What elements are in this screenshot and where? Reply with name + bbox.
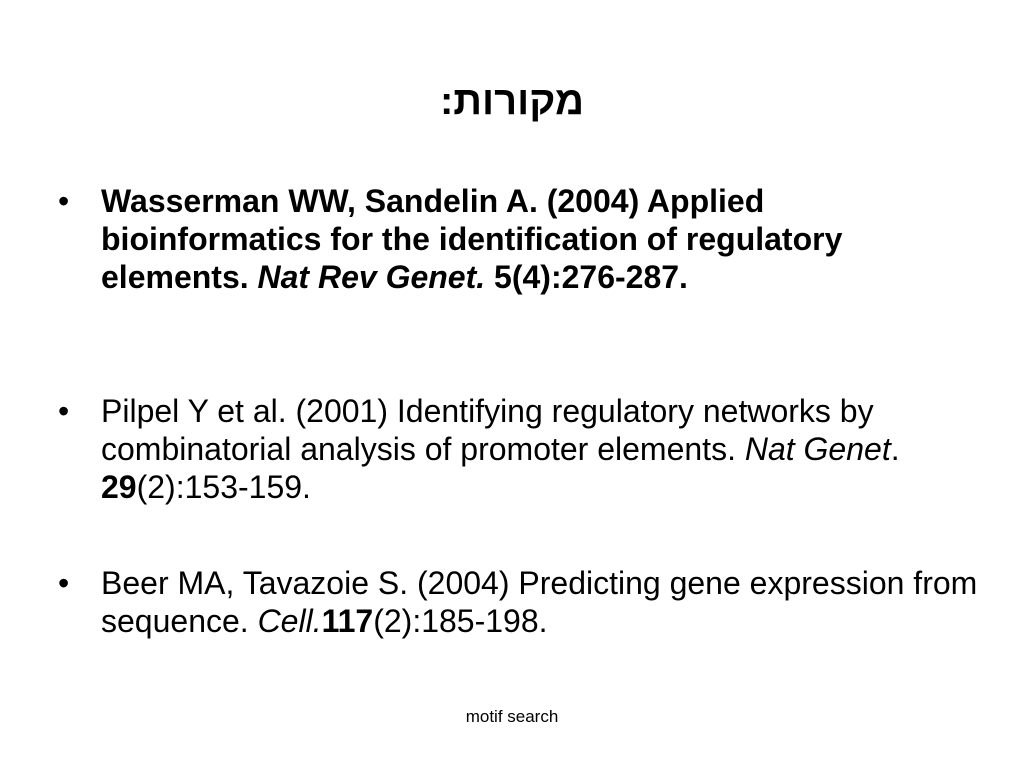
reference-journal: Cell.	[257, 603, 322, 639]
bullet-icon: •	[58, 393, 70, 429]
reference-item	[58, 392, 981, 506]
reference-item	[58, 182, 981, 296]
reference-volume: 117	[321, 603, 374, 639]
bullet-icon: •	[58, 565, 70, 601]
reference-journal: Nat Rev Genet.	[257, 259, 486, 295]
reference-authors-title: Wasserman WW, Sandelin A. (2004) Applied bioinformatics for the identification of regulatory elements.	[101, 183, 843, 295]
reference-authors-title: Pilpel Y et al. (2001) Identifying regulatory networks by combinatorial analysis of promoter elements.	[101, 393, 874, 467]
reference-volume: 29	[101, 469, 137, 505]
slide-title: מקורות:	[439, 79, 585, 123]
slide-footer: motif search	[465, 707, 559, 726]
reference-citation: 5(4):276-287.	[494, 259, 688, 295]
bullet-icon: •	[58, 183, 70, 219]
reference-journal: Nat Genet	[744, 431, 891, 467]
reference-pages: (2):153-159.	[136, 469, 311, 505]
reference-item	[58, 564, 981, 640]
reference-pages: (2):185-198.	[373, 603, 548, 639]
reference-journal-suffix: .	[890, 431, 900, 467]
reference-authors-title: Beer MA, Tavazoie S. (2004) Predicting gene expression from sequence.	[101, 565, 978, 639]
